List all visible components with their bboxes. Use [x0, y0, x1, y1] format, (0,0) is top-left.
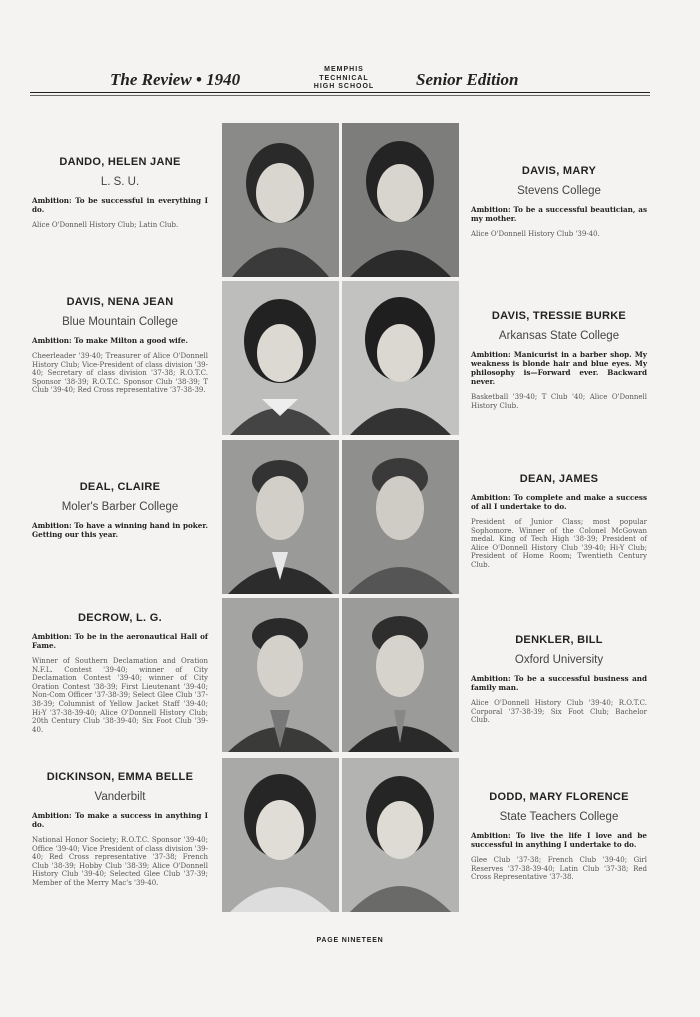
school-line-3: HIGH SCHOOL [313, 83, 375, 90]
college: L. S. U. [100, 176, 140, 188]
portrait-photo [222, 598, 339, 752]
student-name: DANDO, HELEN JANE [59, 156, 181, 168]
activities: Basketball '39-40; T Club '40; Alice O'Donnell History Club. [471, 393, 647, 410]
portrait-photo [222, 281, 339, 435]
college: Arkansas State College [498, 330, 620, 342]
senior-entry [471, 791, 647, 882]
student-name: DAVIS, NENA JEAN [66, 296, 174, 308]
college: Stevens College [517, 185, 601, 197]
activities: Alice O'Donnell History Club '39-40; R.O.T.C. Corporal '37-38-39; Six Foot Club; Bachelor Club. [471, 699, 647, 725]
student-name: DECROW, L. G. [78, 612, 162, 624]
portrait-photo [342, 440, 459, 594]
activities: Winner of Southern Declamation and Oration N.F.L. Contest '39-40; winner of City Declamation Contest '39-40; winner of City Oration Contest '38-39; First Lieutenant '39-40; Non-Com Officer '37-38-39; Select Glee Club '37-38-39; Columnist of Yellow Jacket Staff '39-40; Hi-Y '37-38-39-40; Alice O'Donnell History Club; 20th Century Club '38-39-40; Six Foot Club '39-40. [32, 657, 208, 734]
activities: Alice O'Donnell History Club '39-40. [471, 230, 600, 238]
activities: Glee Club '37-38; French Club '39-40; Girl Reserves '37-38-39-40; Latin Club '37-38; Red Cross Representative '37-38. [471, 856, 647, 882]
senior-entry [32, 771, 208, 888]
college: Blue Mountain College [62, 316, 178, 328]
college: Oxford University [514, 654, 604, 666]
college: Moler's Barber College [61, 501, 179, 513]
student-name: DEAN, JAMES [519, 473, 599, 485]
student-name: DENKLER, BILL [515, 634, 603, 646]
header-rule-thin [30, 95, 650, 96]
ambition: Ambition: To have a winning hand in poker. Getting our this year. [32, 521, 208, 539]
school-line-1: MEMPHIS [324, 66, 364, 73]
college: State Teachers College [499, 811, 619, 823]
ambition: Ambition: To make a success in anything I do. [32, 811, 208, 829]
senior-entry [471, 310, 647, 410]
portrait-photo [222, 440, 339, 594]
portrait-photo [342, 281, 459, 435]
portrait-photo [222, 758, 339, 912]
header-rule [30, 92, 650, 93]
activities: National Honor Society; R.O.T.C. Sponsor '39-40; Office '39-40; Vice President of class division '39-40; Red Cross representative '37-38; French Club '38-39; Hobby Club '38-39; Alice O'Donnell History Club '39-40; Selected Glee Club '37-39; Member of the Merry Mac's '39-40. [32, 836, 208, 887]
student-name: DEAL, CLAIRE [79, 481, 161, 493]
college: Vanderbilt [94, 791, 146, 803]
portrait-photo [222, 123, 339, 277]
school-name [304, 66, 384, 92]
portrait-photo [342, 758, 459, 912]
activities: President of Junior Class; most popular Sophomore. Winner of the Colonel McGowan medal. King of Tech High '38-39; President of Alice O'Donnell History Club '39-40; Hi-Y Club; President of Home Room; Twentieth Century Club. [471, 518, 647, 569]
senior-entry [471, 634, 647, 725]
student-name: DODD, MARY FLORENCE [489, 791, 629, 803]
ambition: Ambition: To complete and make a success of all I undertake to do. [471, 493, 647, 511]
ambition: Ambition: To live the life I love and be successful in anything I undertake to do. [471, 831, 647, 849]
ambition: Ambition: To be a successful beautician, as my mother. [471, 205, 647, 223]
activities: Cheerleader '39-40; Treasurer of Alice O'Donnell History Club; Vice-President of class division '39-40; Secretary of class division '37-38; R.O.T.C. Sponsor '38-39; R.O.T.C. Sponsor Club '38-39; T Club '39-40; Red Cross representative '37-38-39. [32, 352, 208, 395]
ambition: Ambition: To make Milton a good wife. [32, 336, 188, 345]
activities: Alice O'Donnell History Club; Latin Club. [32, 221, 179, 229]
school-line-2: TECHNICAL [319, 74, 369, 82]
senior-entry [32, 481, 208, 546]
page-header [30, 62, 650, 102]
review-title: The Review • 1940 [110, 70, 241, 89]
edition-title: Senior Edition [416, 70, 519, 89]
ambition: Ambition: To be successful in everything I do. [32, 196, 208, 214]
student-name: DAVIS, MARY [521, 165, 597, 177]
senior-entry [471, 165, 647, 239]
senior-entry [32, 156, 208, 230]
student-name: DAVIS, TRESSIE BURKE [491, 310, 627, 322]
portrait-photo [342, 598, 459, 752]
portrait-photo [342, 123, 459, 277]
senior-entry [32, 296, 208, 395]
ambition: Ambition: To be a successful business and family man. [471, 674, 647, 692]
senior-entry [471, 473, 647, 570]
ambition: Ambition: To be in the aeronautical Hall of Fame. [32, 632, 208, 650]
senior-entry [32, 612, 208, 734]
ambition: Ambition: Manicurist in a barber shop. My weakness is blonde hair and blue eyes. My philosophy is—Forward ever. Backward never. [471, 350, 647, 386]
page-number: PAGE NINETEEN [316, 937, 384, 944]
student-name: DICKINSON, EMMA BELLE [46, 771, 194, 783]
